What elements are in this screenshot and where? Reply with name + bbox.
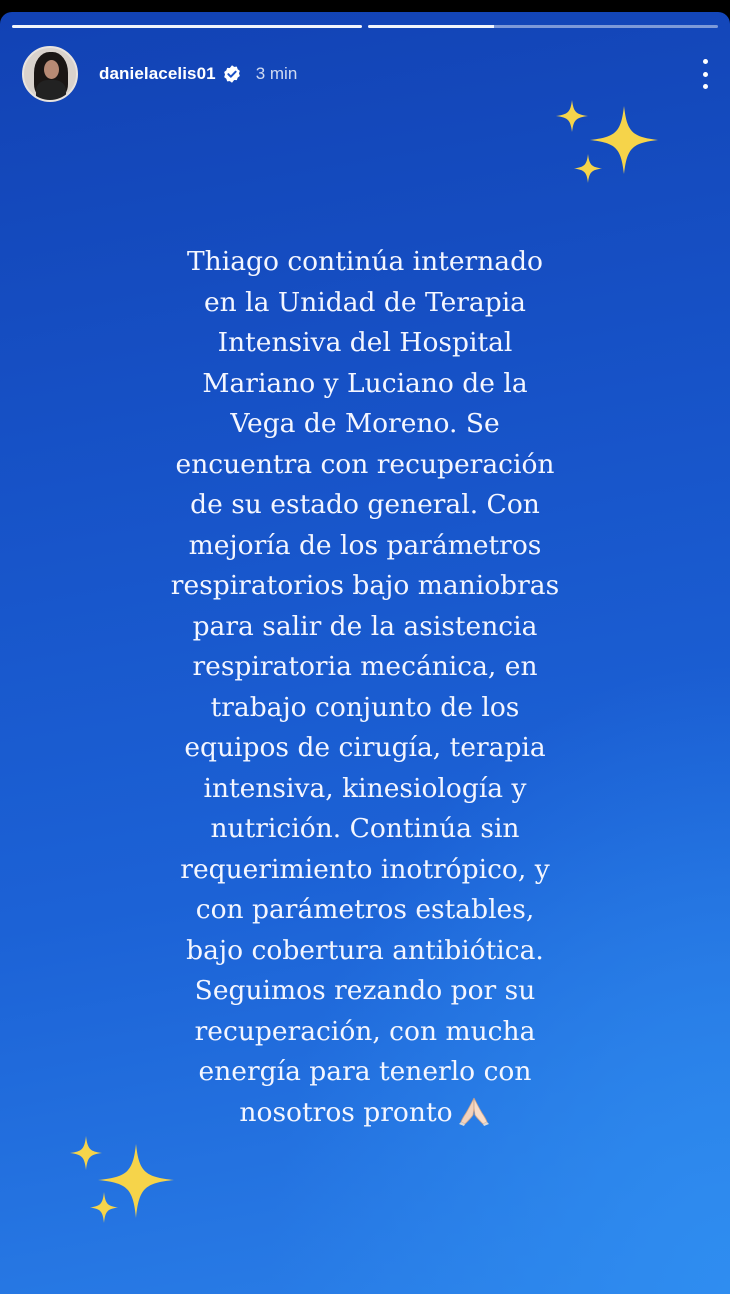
folded-hands-icon <box>457 1094 491 1126</box>
profile-avatar[interactable] <box>22 46 78 102</box>
sparkles-icon <box>66 1130 182 1250</box>
verified-badge-icon <box>222 64 242 84</box>
story-progress-bar <box>12 25 718 29</box>
story-text-body: Thiago continúa internado en la Unidad de Terapia Intensiva del Hospital Mariano y Luciano de la Vega de Moreno. Se encuentra con recuperación de su estado general. Con mejoría de los parámetros respiratorios bajo maniobras para salir de la asistencia respiratoria mecánica, en trabajo conjunto de los equipos de cirugía, terapia intensiva, kinesiología y nutrición. Continúa sin requerimiento inotrópico, y con parámetros estables, bajo cobertura antibiótica. Seguimos rezando por su recuperación, con mucha energía para tenerlo con nosotros pronto <box>170 246 560 1128</box>
progress-segment-2 <box>368 25 718 28</box>
more-dot <box>703 72 708 77</box>
avatar-body <box>36 80 66 102</box>
sparkles-icon <box>552 94 664 206</box>
progress-segment-1 <box>12 25 362 28</box>
avatar-face <box>44 60 59 79</box>
story-text <box>110 242 620 1133</box>
more-options-icon[interactable] <box>699 59 711 89</box>
username[interactable]: danielacelis01 <box>99 64 216 83</box>
story-viewer[interactable] <box>0 12 730 1294</box>
more-dot <box>703 84 708 89</box>
story-timestamp: 3 min <box>255 64 298 83</box>
more-dot <box>703 59 708 64</box>
